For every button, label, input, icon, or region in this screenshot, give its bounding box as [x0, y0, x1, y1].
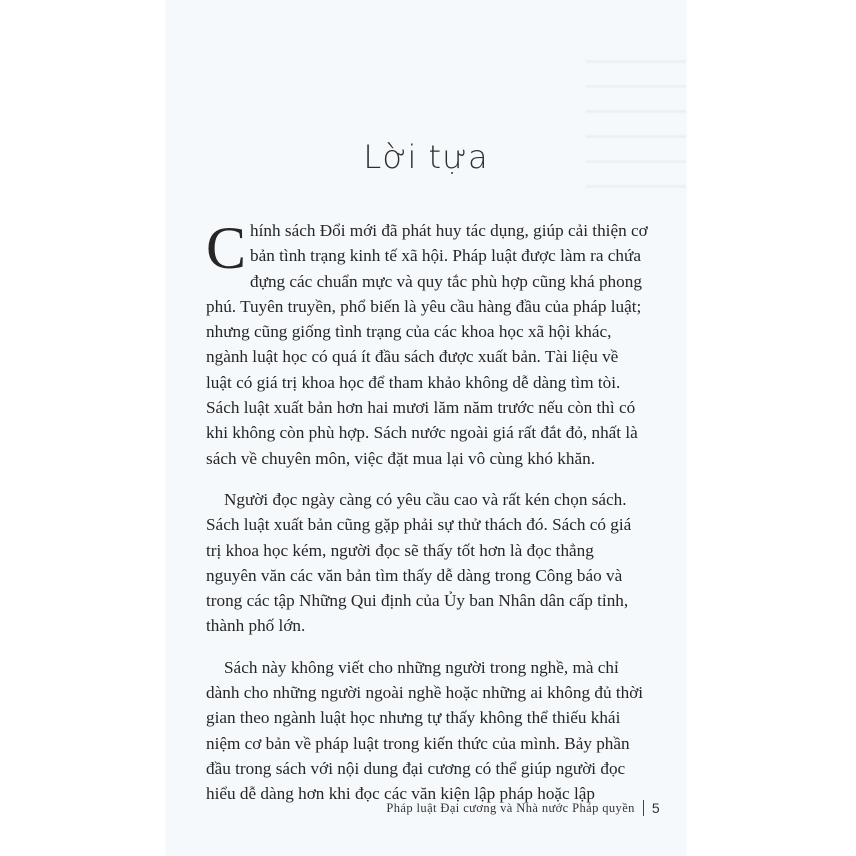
page-title: Lời tựa — [363, 138, 489, 176]
paragraph-1 — [206, 215, 648, 471]
drop-cap: C — [206, 215, 247, 281]
running-title: Pháp luật Đại cương và Nhà nước Pháp quyền — [386, 800, 635, 815]
paragraph-3: Sách này không viết cho những người trong nghề, mà chỉ dành cho những người ngoài nghề hoặc những ai không đủ thời gian theo ngành luật học nhưng tự thấy không thể thiếu khái niệm cơ bản về pháp luật trong kiến thức của mình. Bảy phần đầu trong sách với nội dung đại cương có thể giúp người đọc hiểu dễ dàng hơn khi đọc các văn kiện lập pháp hoặc lập — [206, 657, 644, 804]
book-page — [166, 0, 686, 856]
page-body — [206, 215, 648, 823]
page-number: 5 — [651, 800, 660, 816]
paragraph-2: Người đọc ngày càng có yêu cầu cao và rất kén chọn sách. Sách luật xuất bản cũng gặp phải sự thử thách đó. Sách có giá trị khoa học kém, người đọc sẽ thấy tốt hơn là đọc thẳng nguyên văn các văn bản tìm thấy dễ dàng trong Công báo và trong các tập Những Qui định của Ủy ban Nhân dân cấp tỉnh, thành phố lớn. — [206, 489, 632, 636]
page-footer — [386, 800, 660, 816]
paragraph-1-text: hính sách Đổi mới đã phát huy tác dụng, giúp cải thiện cơ bản tình trạng kinh tế xã hội. Pháp luật được làm ra chứa đựng các chuẩn mực và quy tắc phù hợp cũng khá phong phú. Tuyên truyền, phổ biến là yêu cầu hàng đầu của pháp luật; nhưng cũng giống tình trạng của các khoa học xã hội khác, ngành luật học có quá ít đầu sách được xuất bản. Tài liệu về luật có giá trị khoa học để tham khảo không dễ dàng tìm tòi. Sách luật xuất bản hơn hai mươi lăm năm trước nếu còn thì có khi không còn phù hợp. Sách nước ngoài giá rất đắt đỏ, nhất là sách về chuyên môn, việc đặt mua lại vô cùng khó khăn. — [206, 221, 648, 468]
footer-divider — [643, 800, 644, 816]
